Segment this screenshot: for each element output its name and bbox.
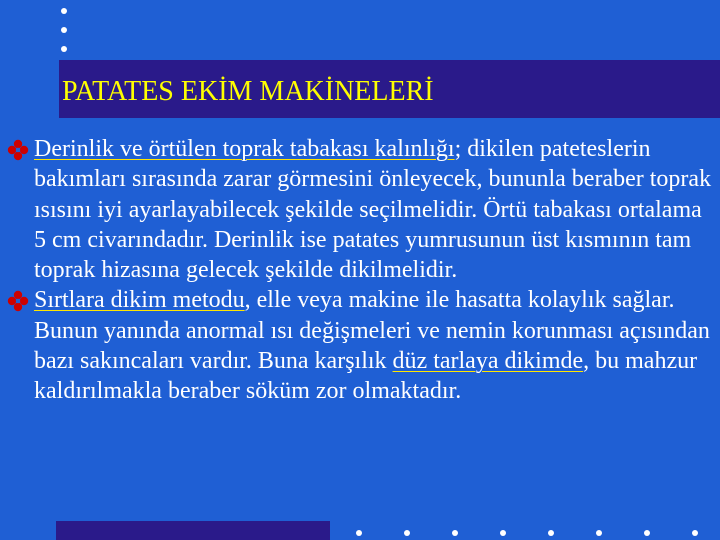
underlined-term: Sırtlara dikim metodu	[34, 287, 245, 314]
diamond-bullet-icon	[6, 290, 30, 312]
dot	[356, 530, 362, 536]
dot	[692, 530, 698, 536]
paragraph-text: , elle veya makine ile hasatta kolaylık sağlar. Bunun yanında anormal ısı değişmeleri ve nemin korunması açısından bazı sakıncaları vardır. Buna karşılık	[34, 287, 710, 375]
bullet-paragraph-1	[6, 134, 712, 285]
dot	[548, 530, 554, 536]
bullet-paragraph-2	[6, 285, 712, 406]
dot	[404, 530, 410, 536]
dot	[61, 8, 67, 14]
decorative-dots-horizontal	[350, 530, 720, 538]
slide-body	[6, 134, 712, 407]
diamond-bullet-icon	[6, 139, 30, 161]
decorative-dots-vertical	[61, 8, 71, 65]
dot	[644, 530, 650, 536]
bottom-band	[56, 521, 330, 540]
paragraph-text: ; dikilen pateteslerin bakımları sırasında zarar görmesini önleyecek, bununla beraber toprak ısısını iyi ayarlayabilecek şekilde seçilmelidir. Örtü tabakası ortalama 5 cm civarındadır. Derinlik ise patates yumrusunun üst kısmının tam toprak hizasına gelecek şekilde dikilmelidir.	[34, 136, 712, 284]
underlined-term: Derinlik ve örtülen toprak tabakası kalınlığı	[34, 136, 455, 162]
dot	[596, 530, 602, 536]
underlined-term: düz tarlaya dikimde	[392, 348, 584, 375]
dot	[61, 27, 67, 33]
dot	[61, 46, 67, 52]
slide-title: PATATES EKİM MAKİNELERİ	[62, 76, 434, 107]
paragraph-text: , bu mahzur kaldırılmakla beraber söküm zor olmaktadır.	[34, 348, 698, 405]
dot	[452, 530, 458, 536]
dot	[500, 530, 506, 536]
